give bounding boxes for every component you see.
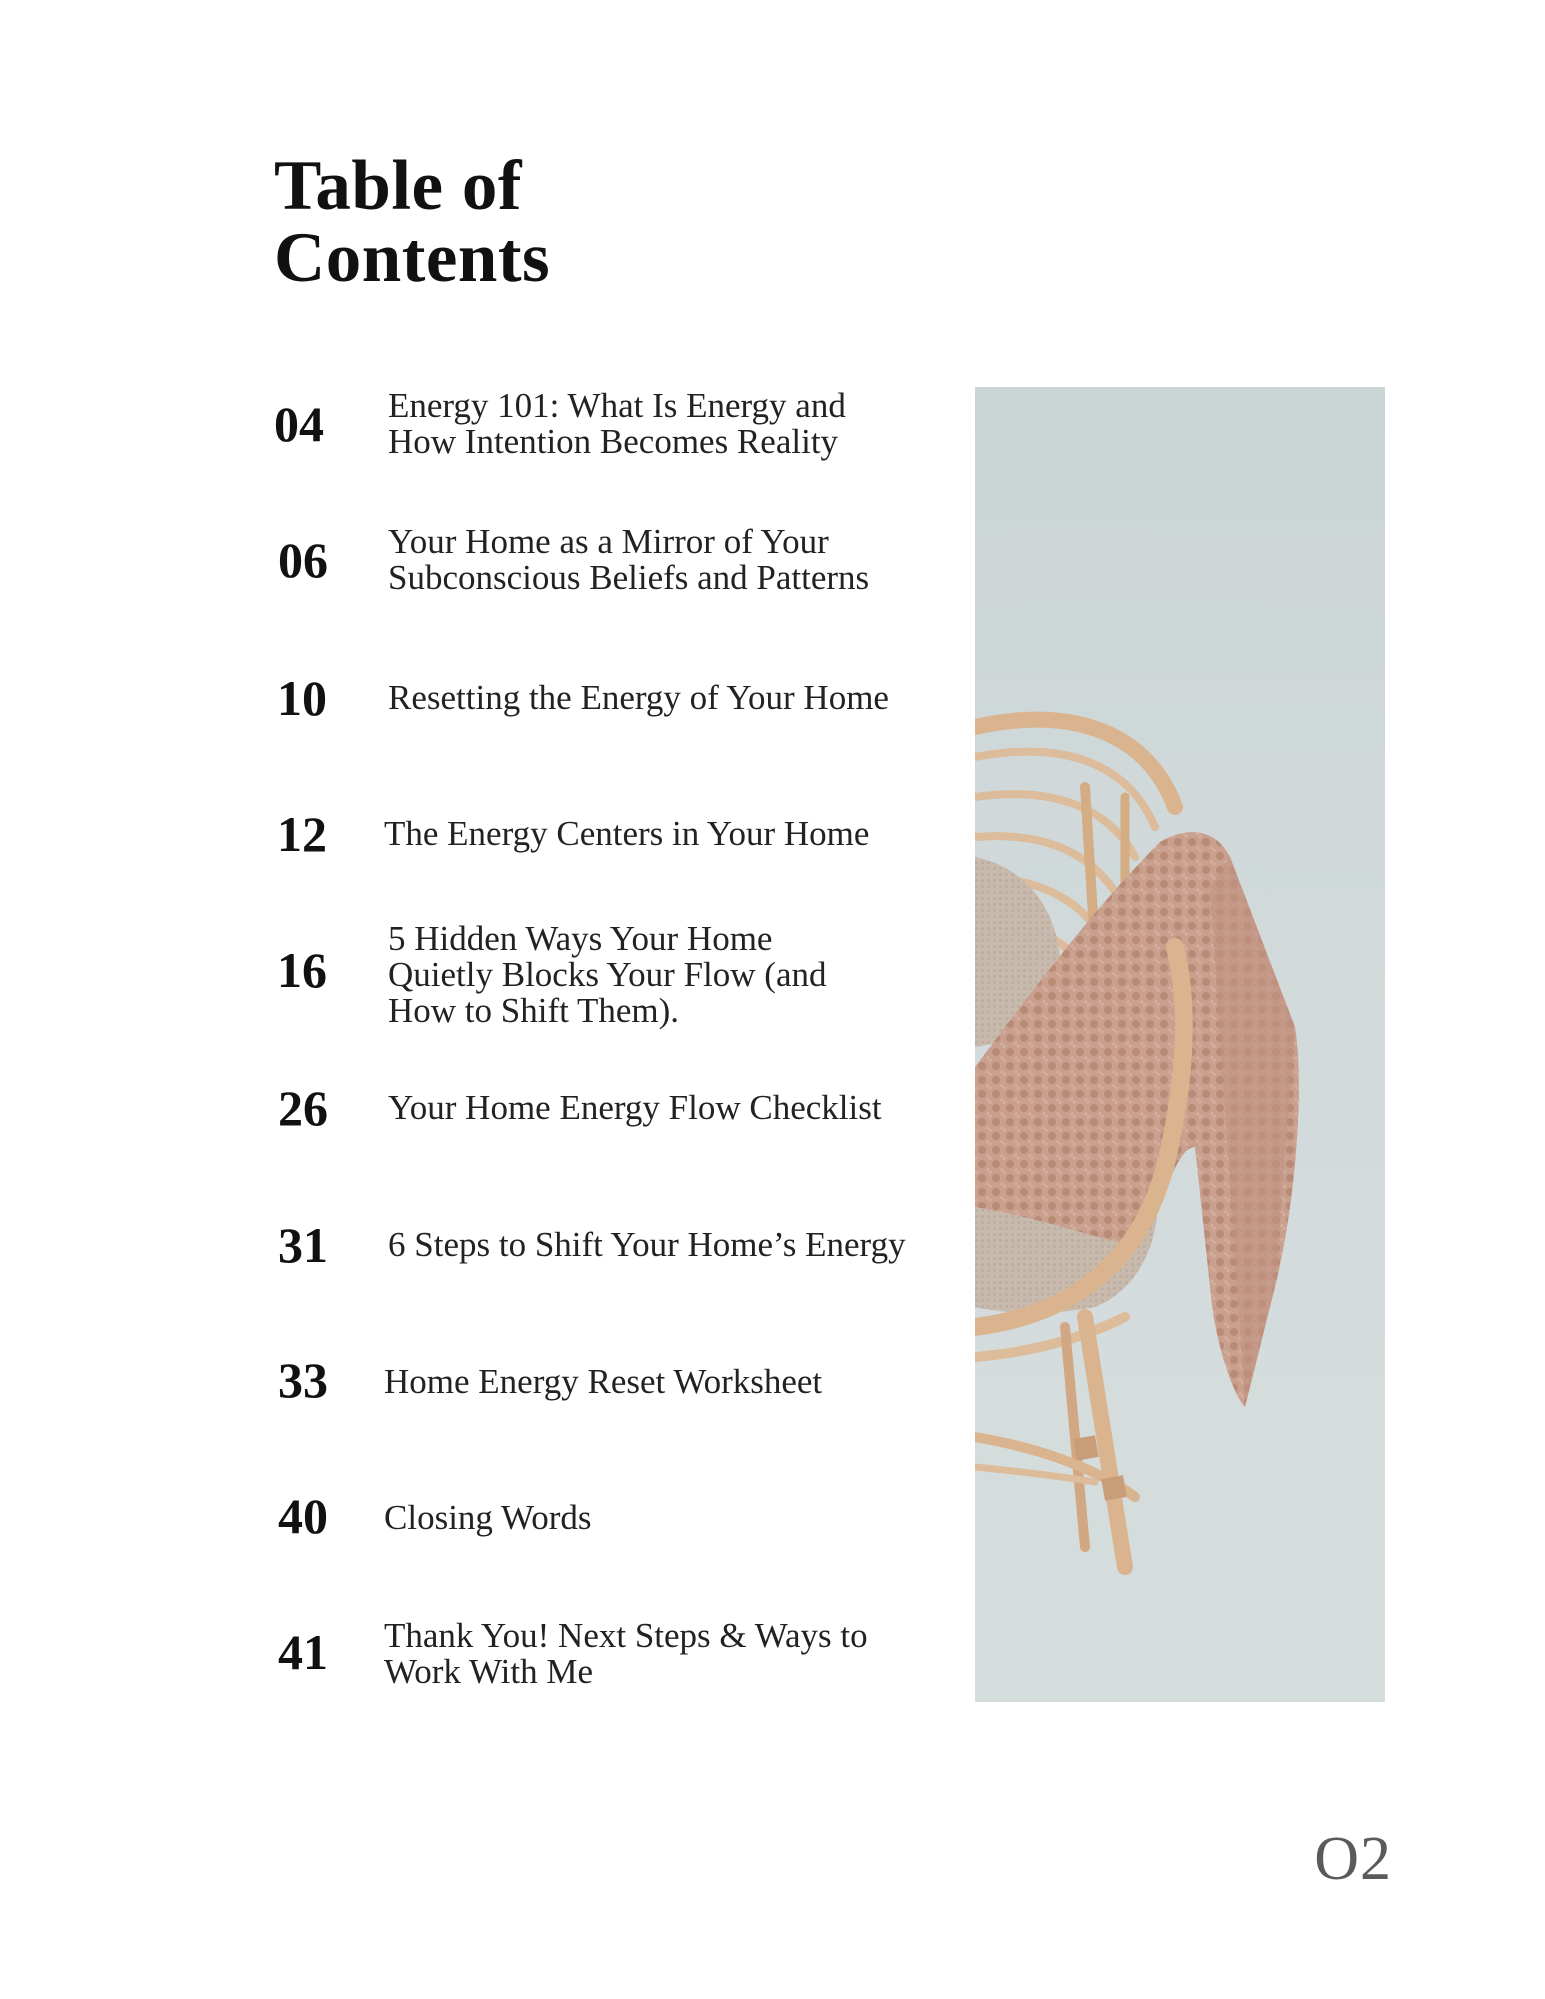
toc-page-number: 12 <box>277 806 327 862</box>
toc-page-number: 41 <box>278 1624 328 1680</box>
toc-page-number: 26 <box>278 1080 328 1136</box>
toc-title: Resetting the Energy of Your Home <box>388 678 889 717</box>
toc-title: Your Home as a Mirror of Your Subconscious Beliefs and Patterns <box>388 522 870 597</box>
toc-page-number: 33 <box>278 1352 328 1408</box>
toc-page-number: 16 <box>277 942 327 998</box>
toc-title: The Energy Centers in Your Home <box>384 814 870 853</box>
toc-title: Your Home Energy Flow Checklist <box>388 1088 882 1127</box>
toc-page-number: 31 <box>278 1217 328 1273</box>
toc-page-number: 06 <box>278 532 328 588</box>
toc-title: Energy 101: What Is Energy and How Intention Becomes Reality <box>388 386 846 461</box>
toc-title: 6 Steps to Shift Your Home’s Energy <box>388 1225 906 1264</box>
toc-page-number: 10 <box>277 670 327 726</box>
chair-photo <box>975 387 1385 1702</box>
toc-page-number: 04 <box>274 396 324 452</box>
title-line-2: Contents <box>274 219 551 297</box>
title-line-1: Table of <box>274 147 522 225</box>
toc-title: Closing Words <box>384 1498 592 1537</box>
rattan-chair-illustration <box>975 387 1385 1702</box>
page-title <box>274 147 551 297</box>
toc-title: Home Energy Reset Worksheet <box>384 1362 823 1401</box>
page-number: O2 <box>1314 1825 1392 1893</box>
toc-page-number: 40 <box>278 1488 328 1544</box>
toc-title: Thank You! Next Steps & Ways to Work With Me <box>384 1616 868 1691</box>
toc-title: 5 Hidden Ways Your Home Quietly Blocks Your Flow (and How to Shift Them). <box>388 919 827 1030</box>
